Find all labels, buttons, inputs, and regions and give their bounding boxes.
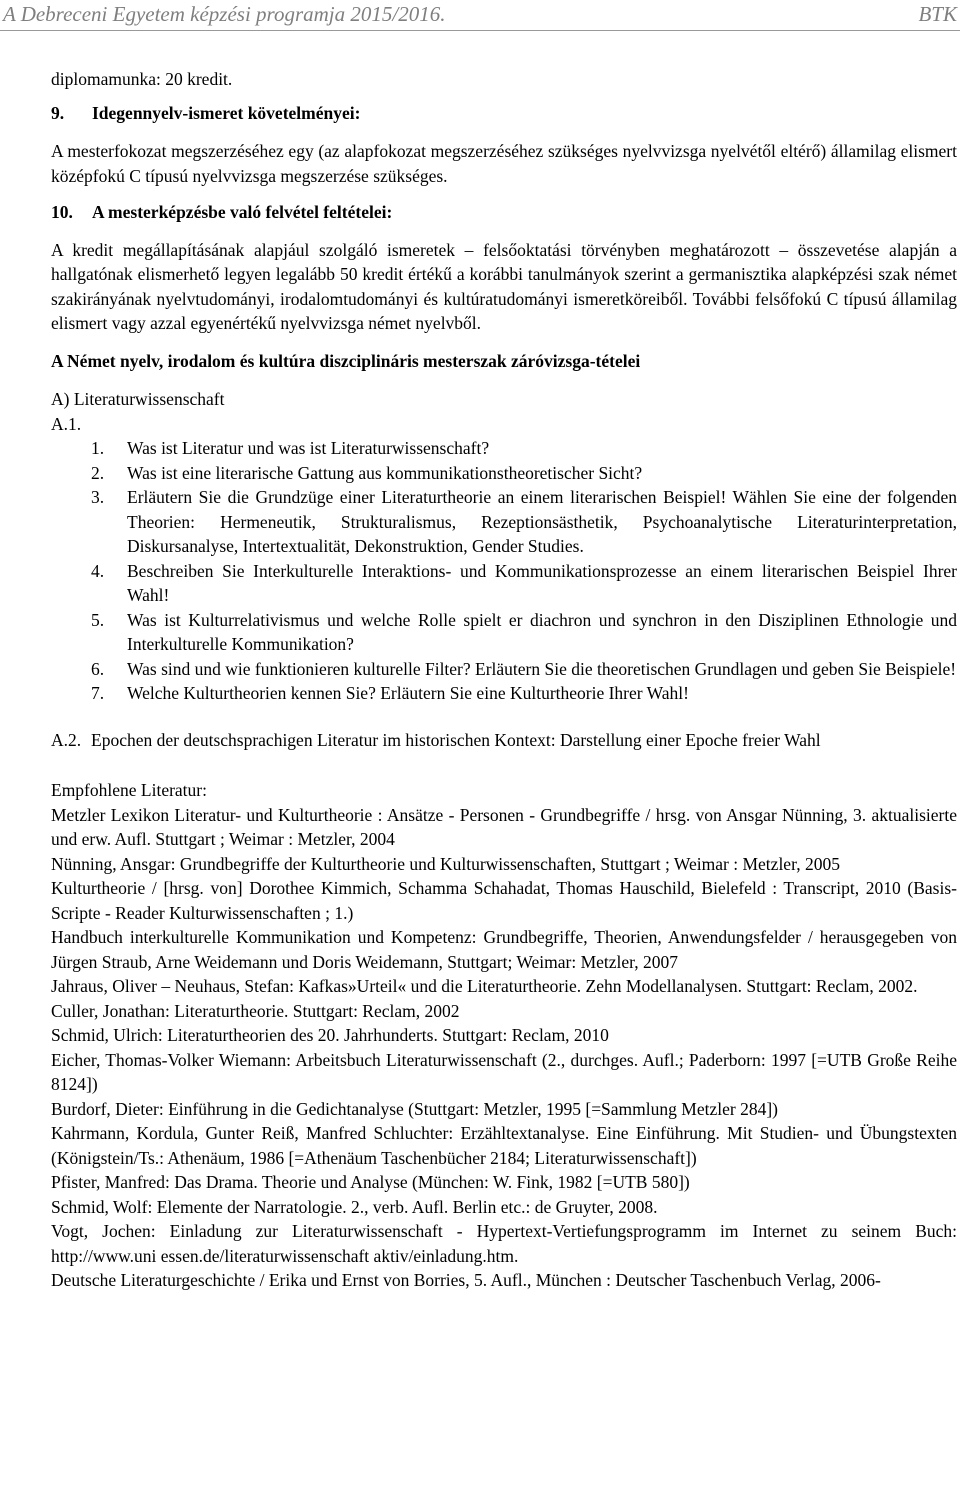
exam-heading: A Német nyelv, irodalom és kultúra diszciplináris mesterszak záróvizsga-tételei [51, 350, 641, 371]
list-item [51, 559, 957, 608]
list-item: Deutsche Literaturgeschichte / Erika und Ernst von Borries, 5. Aufl., München : Deutscher Taschenbuch Verlag, 2006- [51, 1270, 881, 1290]
list-item [51, 681, 957, 706]
page-content [51, 67, 957, 1293]
question-text: Erläutern Sie die Grundzüge einer Literaturtheorie an einem literarischen Beispiel! Wählen Sie eine der folgenden Theorien: Hermeneutik, Strukturalismus, Rezeptionsästhetik, Psychoanalytische Literaturinterpretation, Diskursanalyse, Intertextualität, Dekonstruktion, Gender Studies. [127, 487, 957, 556]
header-faculty: BTK [918, 2, 957, 26]
list-item: Pfister, Manfred: Das Drama. Theorie und Analyse (München: W. Fink, 1982 [=UTB 580]) [51, 1172, 690, 1192]
part-a-label: A) Literaturwissenschaft [51, 389, 225, 409]
a2-item [51, 728, 957, 753]
list-item: Kulturtheorie / [hrsg. von] Dorothee Kimmich, Schamma Schahadat, Thomas Hauschild, Bielefeld : Transcript, 2010 (Basis-Scripte - Reader Kulturwissenschaften ; 1.) [51, 878, 957, 923]
question-list [51, 436, 957, 706]
list-item: Culler, Jonathan: Literaturtheorie. Stuttgart: Reclam, 2002 [51, 1000, 460, 1021]
list-item: Kahrmann, Kordula, Gunter Reiß, Manfred Schluchter: Erzähltextanalyse. Eine Einführung. Mit Studien- und Übungstexten (Königstein/Ts.: Athenäum, 1986 [=Athenäum Taschenbücher 2184; Literaturwissenschaft]) [51, 1123, 957, 1168]
question-number: 5. [91, 609, 105, 630]
list-item [51, 608, 957, 657]
list-item [51, 461, 957, 486]
question-number: 7. [91, 683, 105, 703]
list-item [51, 485, 957, 559]
section-10-title: A mesterképzésbe való felvétel feltételei: [92, 202, 393, 222]
list-item: Handbuch interkulturelle Kommunikation und Kompetenz: Grundbegriffe, Theorien, Anwendungsfelder / herausgegeben von Jürgen Straub, Arne Weidemann und Doris Weidemann, Stuttgart; Weimar: Metzler, 2007 [51, 927, 957, 972]
literature-heading: Empfohlene Literatur: [51, 780, 207, 800]
section-9-number: 9. [51, 102, 65, 123]
question-text: Was sind und wie funktionieren kulturelle Filter? Erläutern Sie die theoretischen Grundlagen und geben Sie Beispiele! [127, 658, 957, 679]
question-number: 1. [91, 438, 105, 458]
list-item [51, 657, 957, 682]
question-text: Was ist eine literarische Gattung aus kommunikationstheoretischer Sicht? [127, 462, 643, 483]
question-number: 2. [91, 462, 105, 483]
section-9-title: Idegennyelv-ismeret követelményei: [92, 102, 361, 123]
question-text: Was ist Literatur und was ist Literaturwissenschaft? [127, 438, 490, 458]
question-number: 6. [91, 658, 105, 679]
section-9-text: A mesterfokozat megszerzéséhez egy (az alapfokozat megszerzéséhez szükséges nyelvvizsga nyelvétől eltérő) államilag elismert középfokú C típusú nyelvvizsga megszerzése szükséges. [51, 141, 957, 186]
page-header [0, 0, 960, 31]
question-text: Was ist Kulturrelativismus und welche Rolle spielt er diachron und synchron in den Disziplinen Ethnologie und Interkulturelle Kommunikation? [127, 609, 957, 654]
a2-text: Epochen der deutschsprachigen Literatur im historischen Kontext: Darstellung einer Epoche freier Wahl [91, 729, 821, 750]
literature-list [51, 803, 957, 1293]
question-number: 4. [91, 560, 105, 581]
section-9-heading [51, 101, 957, 126]
header-title: A Debreceni Egyetem képzési programja 2015/2016. [3, 2, 446, 26]
list-item: Schmid, Wolf: Elemente der Narratologie. 2., verb. Aufl. Berlin etc.: de Gruyter, 2008. [51, 1196, 658, 1217]
list-item: Eicher, Thomas-Volker Wiemann: Arbeitsbuch Literaturwissenschaft (2., durchges. Aufl.; Paderborn: 1997 [=UTB Große Reihe 8124]) [51, 1049, 957, 1094]
question-number: 3. [91, 487, 105, 507]
list-item: Jahraus, Oliver – Neuhaus, Stefan: Kafkas»Urteil« und die Literaturtheorie. Zehn Modellanalysen. Stuttgart: Reclam, 2002. [51, 976, 918, 996]
intro-line: diplomamunka: 20 kredit. [51, 69, 233, 89]
list-item: Vogt, Jochen: Einladung zur Literaturwissenschaft - Hypertext-Vertiefungsprogramm im Internet zu seinem Buch: http://www.uni essen.de/literaturwissenschaft aktiv/einladung.htm. [51, 1221, 957, 1266]
a2-label: A.2. [51, 729, 82, 750]
list-item: Metzler Lexikon Literatur- und Kulturtheorie : Ansätze - Personen - Grundbegriffe / hrsg. von Ansgar Nünning, 3. aktualisierte und erw. Aufl. Stuttgart ; Weimar : Metzler, 2004 [51, 804, 957, 849]
list-item: Nünning, Ansgar: Grundbegriffe der Kulturtheorie und Kulturwissenschaften, Stuttgart ; Weimar : Metzler, 2005 [51, 853, 840, 874]
section-10-number: 10. [51, 202, 73, 222]
question-text: Beschreiben Sie Interkulturelle Interaktions- und Kommunikationsprozesse an einem literarischen Beispiel Ihrer Wahl! [127, 560, 957, 605]
list-item: Burdorf, Dieter: Einführung in die Gedichtanalyse (Stuttgart: Metzler, 1995 [=Sammlung Metzler 284]) [51, 1098, 778, 1119]
section-10-heading [51, 200, 957, 225]
a1-label: A.1. [51, 413, 82, 434]
list-item: Schmid, Ulrich: Literaturtheorien des 20. Jahrhunderts. Stuttgart: Reclam, 2010 [51, 1025, 609, 1045]
question-text: Welche Kulturtheorien kennen Sie? Erläutern Sie eine Kulturtheorie Ihrer Wahl! [127, 683, 689, 703]
section-10-text: A kredit megállapításának alapjául szolgáló ismeretek – felsőoktatási törvényben meghatározott – összevetése alapján a hallgatónak elismerhető legyen legalább 50 kredit értékű a korábbi tanulmányok szerint a germanisztika alapképzési szak német szakirányának nyelvtudományi, irodalomtudományi és kultúratudományi ismeretköreiből. További felsőfokú C típusú államilag elismert vagy azzal egyenértékű nyelvvizsga német nyelvből. [51, 239, 957, 333]
list-item [51, 436, 957, 461]
